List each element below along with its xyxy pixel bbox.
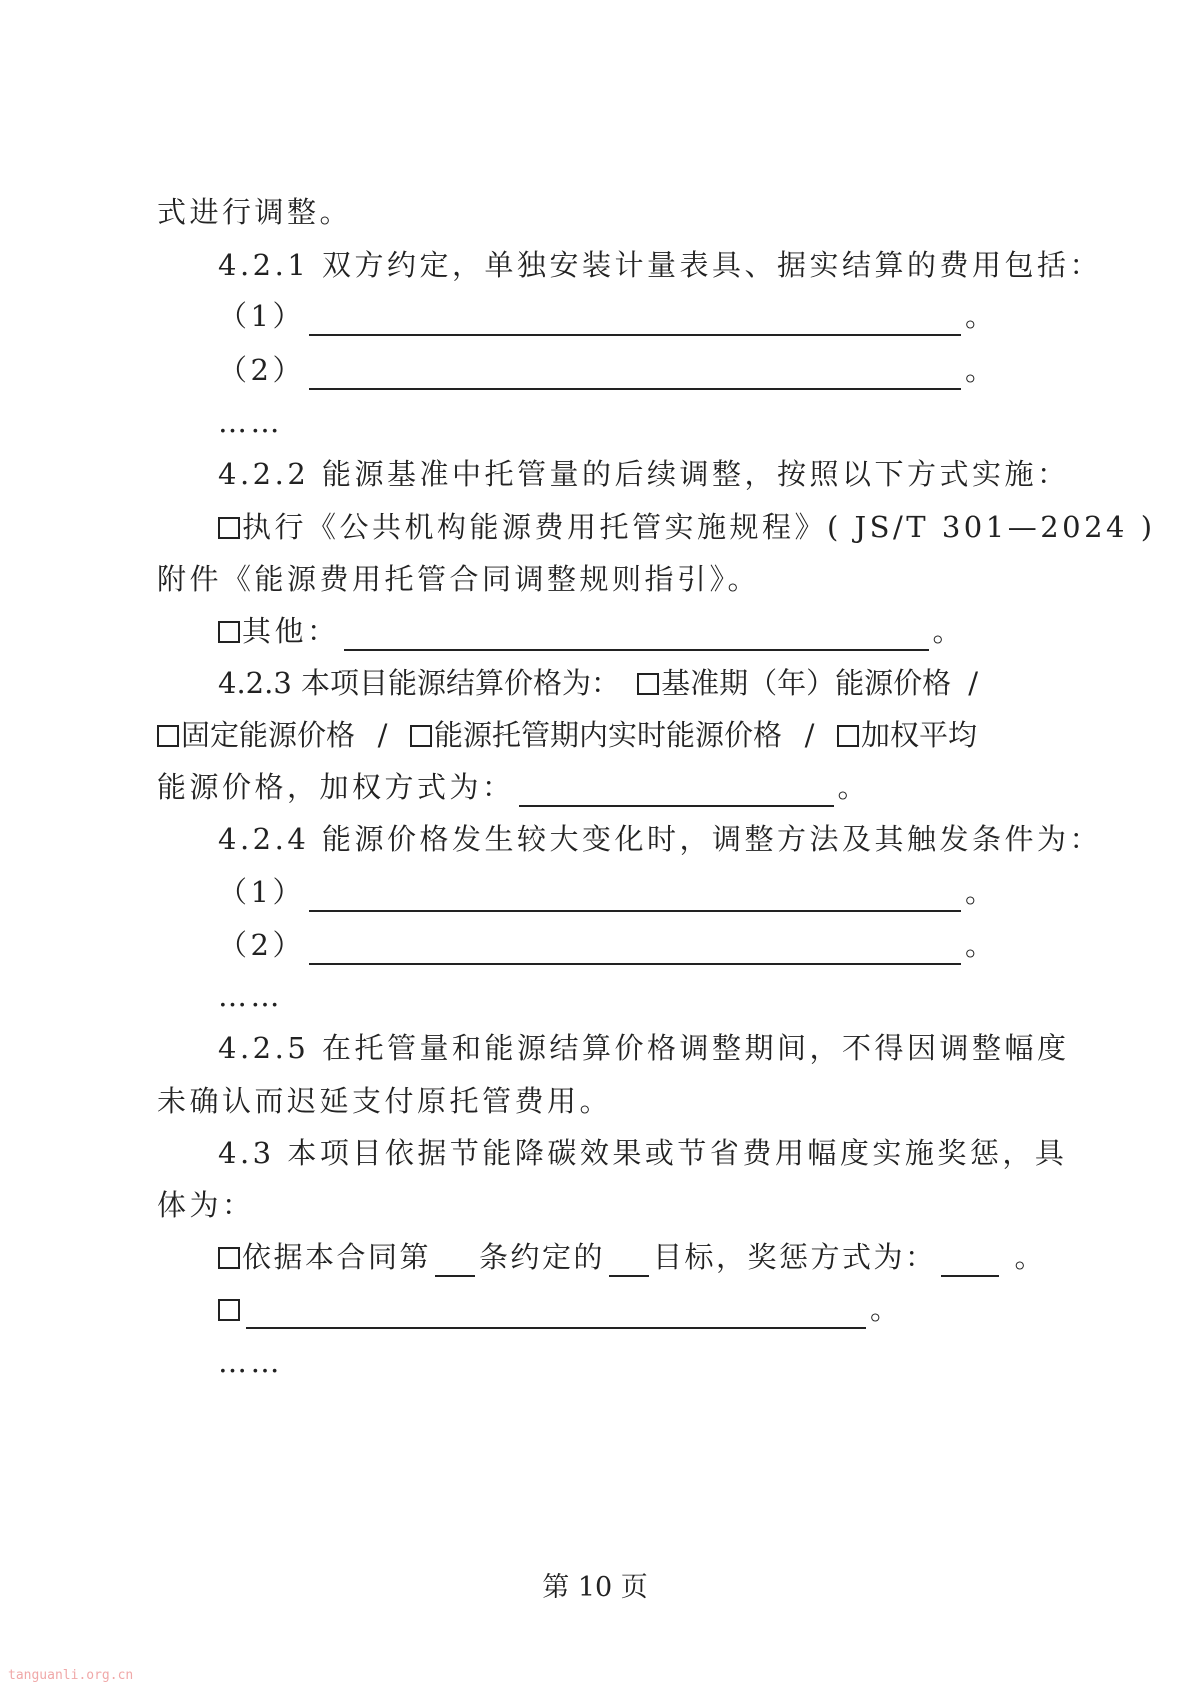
checkbox[interactable] <box>218 621 240 643</box>
list-item-2 <box>218 925 997 965</box>
text: 执行《公共机构能源费用托管实施规程》( JS/T 301—2024 ) <box>242 510 1156 544</box>
period: 。 <box>932 614 966 648</box>
fill-in-blank[interactable] <box>609 1245 649 1277</box>
option-execute <box>218 507 1156 547</box>
ellipsis <box>218 976 283 1016</box>
paragraph-line <box>157 1185 255 1225</box>
clause-4-2-4 <box>218 819 1102 859</box>
option-other <box>218 611 965 651</box>
list-item-2 <box>218 350 997 390</box>
text: 目标，奖惩方式为： <box>653 1240 937 1274</box>
fill-in-blank[interactable] <box>309 304 961 336</box>
text: …… <box>218 1345 283 1379</box>
checkbox[interactable] <box>837 725 859 747</box>
clause-4-2-2 <box>218 454 1070 494</box>
ellipsis <box>218 402 283 442</box>
period: 。 <box>964 928 998 962</box>
paragraph-line <box>157 192 352 232</box>
text: 4.3 本项目依据节能降碳效果或节省费用幅度实施奖惩，具 <box>218 1136 1068 1170</box>
slash: / <box>377 718 388 752</box>
period: 。 <box>964 299 998 333</box>
period: 。 <box>964 875 998 909</box>
text: 加权平均 <box>860 718 977 752</box>
ellipsis <box>218 1342 283 1382</box>
checkbox[interactable] <box>157 725 179 747</box>
fill-in-blank[interactable] <box>435 1245 475 1277</box>
text: 附件《能源费用托管合同调整规则指引》。 <box>157 562 761 596</box>
fill-in-blank[interactable] <box>941 1245 999 1277</box>
clause-4-2-1 <box>218 245 1102 285</box>
fill-in-blank[interactable] <box>309 358 961 390</box>
price-options <box>157 715 977 755</box>
weighting-method <box>157 767 870 807</box>
fill-in-blank[interactable] <box>309 933 961 965</box>
text: 依据本合同第 <box>242 1240 432 1274</box>
checkbox[interactable] <box>637 673 659 695</box>
clause-4-3 <box>218 1133 1067 1173</box>
text: 基准期（年）能源价格 <box>661 666 952 700</box>
checkbox[interactable] <box>410 725 432 747</box>
period: 。 <box>964 353 998 387</box>
page-number: 第 10 页 <box>542 1572 648 1603</box>
fill-in-blank[interactable] <box>519 775 834 807</box>
paragraph-line <box>157 559 760 599</box>
option-custom <box>218 1289 903 1329</box>
list-item-1 <box>218 296 997 336</box>
text: 固定能源价格 <box>181 718 356 752</box>
option-reward-penalty <box>218 1237 1046 1277</box>
text: 4.2.4 能源价格发生较大变化时，调整方法及其触发条件为： <box>218 822 1103 856</box>
text: 4.2.1 双方约定，单独安装计量表具、据实结算的费用包括： <box>218 248 1103 282</box>
clause-4-2-5 <box>218 1028 1070 1068</box>
text: 4.2.3 本项目能源结算价格为： <box>218 666 621 700</box>
text: 式进行调整。 <box>157 195 353 229</box>
text: 其他： <box>242 614 340 648</box>
text: 条约定的 <box>479 1240 606 1274</box>
checkbox[interactable] <box>218 1299 240 1321</box>
watermark: tanguanli.org.cn <box>8 1668 134 1683</box>
checkbox[interactable] <box>218 517 240 539</box>
slash: / <box>804 718 815 752</box>
clause-4-2-3 <box>218 663 978 703</box>
item-label: （1） <box>218 875 305 909</box>
text: 4.2.5 在托管量和能源结算价格调整期间，不得因调整幅度 <box>218 1031 1070 1065</box>
period: 。 <box>870 1292 903 1326</box>
text: 4.2.2 能源基准中托管量的后续调整，按照以下方式实施： <box>218 457 1070 491</box>
text: …… <box>218 979 283 1013</box>
text: 体为： <box>157 1188 255 1222</box>
list-item-1 <box>218 872 997 912</box>
text: 能源托管期内实时能源价格 <box>433 718 782 752</box>
period: 。 <box>837 770 871 804</box>
period: 。 <box>1014 1240 1047 1274</box>
fill-in-blank[interactable] <box>246 1297 866 1329</box>
text: 未确认而迟延支付原托管费用。 <box>157 1084 613 1118</box>
checkbox[interactable] <box>218 1247 240 1269</box>
fill-in-blank[interactable] <box>309 880 961 912</box>
text: 能源价格，加权方式为： <box>157 770 515 804</box>
slash: / <box>968 666 978 700</box>
item-label: （2） <box>218 353 305 387</box>
item-label: （2） <box>218 928 305 962</box>
item-label: （1） <box>218 299 305 333</box>
paragraph-line <box>157 1081 612 1121</box>
text: …… <box>218 405 283 439</box>
fill-in-blank[interactable] <box>344 619 929 651</box>
